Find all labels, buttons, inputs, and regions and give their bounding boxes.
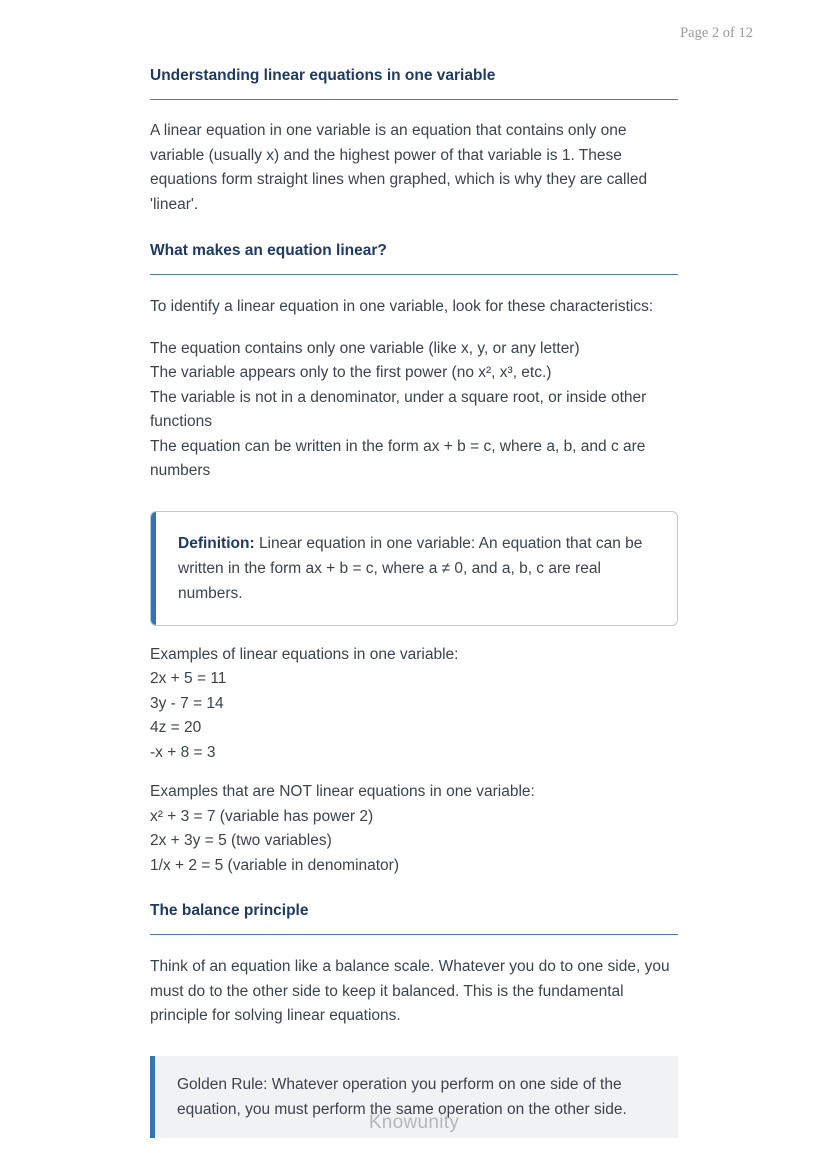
definition-label: Definition: <box>178 534 255 552</box>
linear-examples-list <box>150 643 678 766</box>
example-line: x² + 3 = 7 (variable has power 2) <box>150 807 374 825</box>
example-line: 3y - 7 = 14 <box>150 694 224 712</box>
not-linear-examples-list <box>150 780 678 878</box>
accent-bar <box>151 512 156 625</box>
section-heading-what-makes-linear: What makes an equation linear? <box>150 241 678 275</box>
example-line: 1/x + 2 = 5 (variable in denominator) <box>150 856 399 874</box>
document-body <box>150 66 678 1138</box>
section-heading-understanding: Understanding linear equations in one variable <box>150 66 678 100</box>
examples-title: Examples that are NOT linear equations in one variable: <box>150 783 535 800</box>
page-number: Page 2 of 12 <box>680 25 753 41</box>
example-line: 2x + 3y = 5 (two variables) <box>150 832 332 849</box>
example-line: 4z = 20 <box>150 719 202 736</box>
lead-paragraph: To identify a linear equation in one variable, look for these characteristics: <box>150 298 654 315</box>
brand-footer: Knowunity <box>368 1112 460 1133</box>
golden-rule-text: Golden Rule: Whatever operation you perform on one side of the equation, you must perform the same operation on the other side. <box>177 1075 627 1118</box>
definition-callout <box>150 511 678 626</box>
definition-text: Linear equation in one variable: An equation that can be written in the form ax + b = c, where a ≠ 0, and a, b, c are real numbers. <box>178 534 643 602</box>
characteristic-line: The equation can be written in the form ax + b = c, where a, b, and c are numbers <box>150 437 646 479</box>
balance-paragraph: Think of an equation like a balance scale. Whatever you do to one side, you must do to the other side to keep it balanced. This is the fundamental principle for solving linear equations. <box>150 958 670 1024</box>
characteristics-list <box>150 337 678 484</box>
characteristic-line: The variable appears only to the first power (no x², x³, etc.) <box>150 364 552 381</box>
characteristic-line: The variable is not in a denominator, under a square root, or inside other functions <box>150 388 647 430</box>
example-line: -x + 8 = 3 <box>150 743 216 761</box>
intro-paragraph: A linear equation in one variable is an equation that contains only one variable (usually x) and the highest power of that variable is 1. These equations form straight lines when graphed, which is why they are called 'linear'. <box>150 122 648 213</box>
characteristic-line: The equation contains only one variable (like x, y, or any letter) <box>150 339 580 357</box>
example-line: 2x + 5 = 11 <box>150 670 227 687</box>
section-heading-balance-principle: The balance principle <box>150 901 678 935</box>
examples-title: Examples of linear equations in one variable: <box>150 645 459 663</box>
